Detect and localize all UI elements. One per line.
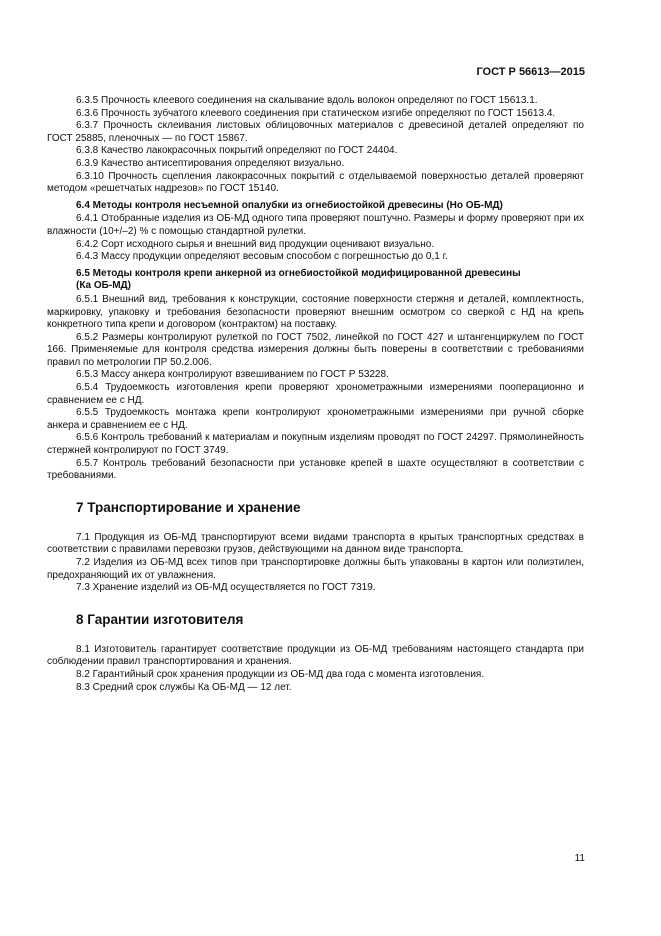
paragraph-8-3: 8.3 Средний срок службы Ка ОБ-МД — 12 лет. — [76, 681, 292, 693]
paragraph-6-5-3: 6.5.3 Массу анкера контролируют взвешиванием по ГОСТ Р 53228. — [76, 369, 389, 381]
paragraph-7-2: 7.2 Изделия из ОБ-МД всех типов при транспортировке должны быть упакованы в картон или полиэтилен, предохраняющий их от увлажнения. — [47, 557, 584, 581]
paragraph-6-5-2: 6.5.2 Размеры контролируют рулеткой по ГОСТ 7502, линейкой по ГОСТ 427 и штангенциркулем по ГОСТ 166. Применяемые для контроля средства измерения должны быть поверены в соответствии с требованиями правил по метрологии ПР 50.2.006. — [47, 331, 584, 368]
subsection-6-5-title-line1: 6.5 Методы контроля крепи анкерной из огнебиостойкой модифицированной древесины — [76, 267, 521, 279]
paragraph-7-3: 7.3 Хранение изделий из ОБ-МД осуществляется по ГОСТ 7319. — [76, 582, 376, 594]
paragraph-6-5-4: 6.5.4 Трудоемкость изготовления крепи проверяют хронометражными измерениями пооперационно и сравнением ее с НД. — [47, 382, 584, 406]
paragraph-6-5-6: 6.5.6 Контроль требований к материалам и покупным изделиям проводят по ГОСТ 24297. Прямолинейность стержней контролируют по ГОСТ 3749. — [47, 432, 584, 457]
section-8 — [47, 612, 584, 694]
section-7-title: 7 Транспортирование и хранение — [76, 499, 301, 515]
paragraph-7-1: 7.1 Продукция из ОБ-МД транспортируют всеми видами транспорта в крытых транспортных средствах в соответствии с правилами перевозки грузов, действующими на данном виде транспорта. — [47, 531, 584, 556]
page-number: 11 — [574, 853, 585, 864]
subsection-6-5-title-line2: (Ка ОБ-МД) — [76, 280, 131, 292]
paragraph-6-3-6: 6.3.6 Прочность зубчатого клеевого соединения при статическом изгибе определяют по ГОСТ 15613.4. — [76, 107, 556, 119]
section-6-3-continued — [47, 95, 584, 196]
paragraph-8-2: 8.2 Гарантийный срок хранения продукции из ОБ-МД два года с момента изготовления. — [76, 668, 485, 680]
section-8-title: 8 Гарантии изготовителя — [76, 611, 244, 627]
paragraph-6-3-10: 6.3.10 Прочность сцепления лакокрасочных покрытий с отделываемой поверхностью деталей проверяют методом «решетчатых надрезов» по ГОСТ 15140. — [47, 170, 584, 195]
page-content — [47, 95, 584, 694]
paragraph-6-4-1: 6.4.1 Отобранные изделия из ОБ-МД одного типа проверяют поштучно. Размеры и форму проверяют при их влажности (10+/–2) % с помощью стандартной рулетки. — [47, 213, 584, 237]
subsection-6-4 — [47, 200, 584, 264]
paragraph-6-3-5: 6.3.5 Прочность клеевого соединения на скалывание вдоль волокон определяют по ГОСТ 15613.1. — [76, 95, 538, 106]
subsection-6-5 — [47, 268, 584, 483]
paragraph-6-5-1: 6.5.1 Внешний вид, требования к конструкции, состояние поверхности стержня и деталей, комплектность, маркировку, упаковку и требования безопасности проверяют внешним осмотром со сверкой с НД на крепь конкретного типа крепи и договором (контрактом) на поставку. — [47, 293, 584, 331]
document-id: ГОСТ Р 56613—2015 — [476, 66, 585, 78]
paragraph-6-4-3: 6.4.3 Массу продукции определяют весовым способом с погрешностью до 0,1 г. — [76, 251, 448, 263]
subsection-6-5-title — [47, 268, 584, 293]
paragraph-6-4-2: 6.4.2 Сорт исходного сырья и внешний вид продукции оценивают визуально. — [76, 238, 435, 250]
paragraph-6-3-7: 6.3.7 Прочность склеивания листовых облицовочных материалов с древесиной деталей определяют по ГОСТ 25885, пленочных — по ГОСТ 15867. — [47, 120, 584, 144]
section-7 — [47, 500, 584, 595]
paragraph-8-1: 8.1 Изготовитель гарантирует соответствие продукции из ОБ-МД требованиям настоящего стандарта при соблюдении правил транспортирования и хранения. — [47, 643, 584, 668]
paragraph-6-3-9: 6.3.9 Качество антисептирования определяют визуально. — [76, 157, 345, 169]
paragraph-6-3-8: 6.3.8 Качество лакокрасочных покрытий определяют по ГОСТ 24404. — [76, 145, 398, 157]
paragraph-6-5-7: 6.5.7 Контроль требований безопасности при установке крепей в шахте осуществляют в соответствии с требованиями. — [47, 457, 584, 482]
paragraph-6-5-5: 6.5.5 Трудоемкость монтажа крепи контролируют хронометражными измерениями при ручной сборке анкера и сравнением ее с НД. — [47, 407, 584, 431]
subsection-6-4-title: 6.4 Методы контроля несъемной опалубки из огнебиостойкой древесины (Но ОБ-МД) — [76, 199, 503, 211]
